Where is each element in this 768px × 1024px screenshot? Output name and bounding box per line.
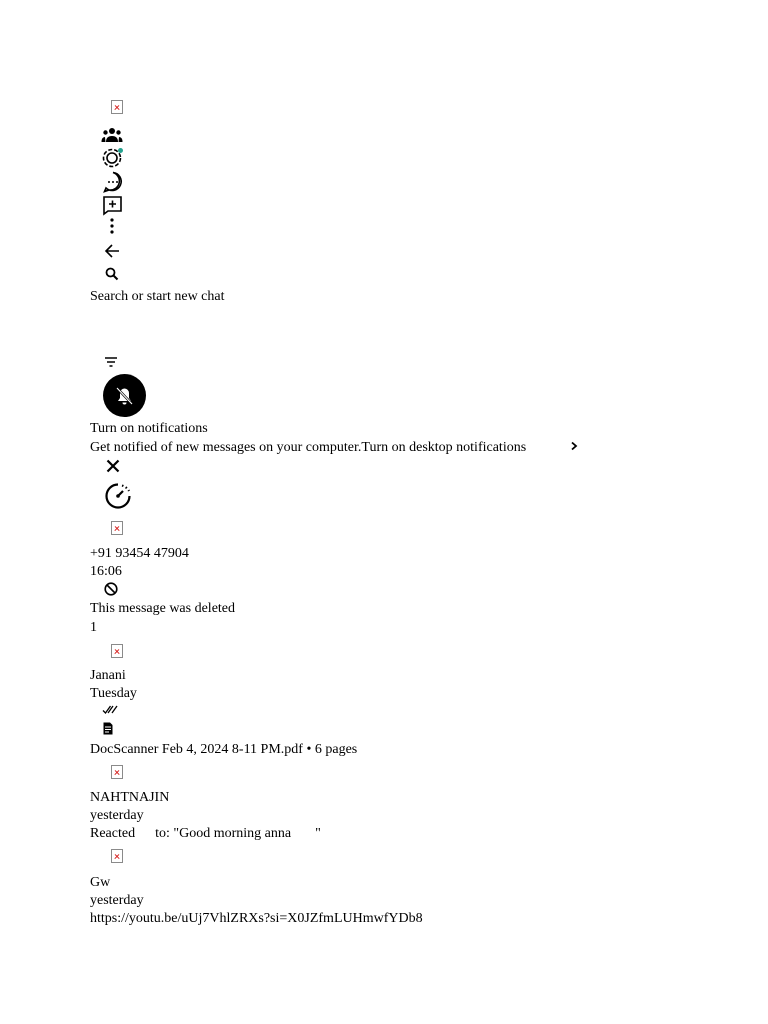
unread-count-badge: 1	[90, 620, 97, 635]
search-icon[interactable]	[105, 267, 119, 281]
new-chat-icon[interactable]	[102, 195, 124, 215]
disappearing-timer-icon	[104, 482, 132, 510]
enable-notifications-link[interactable]: Turn on desktop notifications	[361, 440, 527, 455]
broken-image-icon	[111, 100, 123, 114]
chat-time: Tuesday	[90, 686, 137, 701]
chat-preview: https://youtu.be/uUj7VhlZRXs?si=X0JZfmLUHmwfYDb8	[90, 911, 423, 926]
deleted-icon	[104, 582, 118, 596]
reaction-target: to: "Good morning anna	[155, 826, 292, 841]
document-icon	[103, 722, 113, 735]
chat-avatar-icon[interactable]	[111, 765, 123, 779]
chat-name[interactable]: Janani	[90, 668, 126, 683]
chat-preview	[90, 825, 321, 843]
search-input[interactable]: Search or start new chat	[90, 289, 225, 304]
chat-time: yesterday	[90, 808, 144, 823]
menu-icon[interactable]	[109, 217, 115, 235]
chat-time: 16:06	[90, 564, 122, 579]
chat-preview: This message was deleted	[90, 601, 236, 616]
reaction-prefix: Reacted	[90, 826, 136, 841]
notification-body: Get notified of new messages on your computer.	[90, 440, 362, 455]
chat-avatar-icon[interactable]	[111, 644, 123, 658]
chat-preview: DocScanner Feb 4, 2024 8-11 PM.pdf • 6 pages	[90, 742, 358, 757]
chat-avatar-icon[interactable]	[111, 521, 123, 535]
channels-icon[interactable]	[102, 171, 124, 193]
chat-time: yesterday	[90, 893, 144, 908]
chat-avatar-icon[interactable]	[111, 849, 123, 863]
chat-name[interactable]: NAHTNAJIN	[90, 790, 170, 805]
filter-icon[interactable]	[104, 356, 118, 368]
close-icon[interactable]	[106, 459, 120, 473]
back-arrow-icon[interactable]	[104, 243, 120, 259]
notification-title: Turn on notifications	[90, 421, 208, 436]
communities-icon[interactable]	[101, 126, 123, 144]
status-icon[interactable]	[102, 147, 124, 169]
double-check-icon	[102, 704, 118, 716]
chevron-right-icon[interactable]	[570, 441, 578, 451]
bell-off-icon	[103, 374, 146, 417]
reaction-quote-end: "	[315, 826, 321, 841]
notification-body-row	[90, 439, 526, 457]
chat-name[interactable]: +91 93454 47904	[90, 546, 189, 561]
status-unread-dot	[118, 148, 123, 153]
chat-name[interactable]: Gw	[90, 875, 111, 890]
